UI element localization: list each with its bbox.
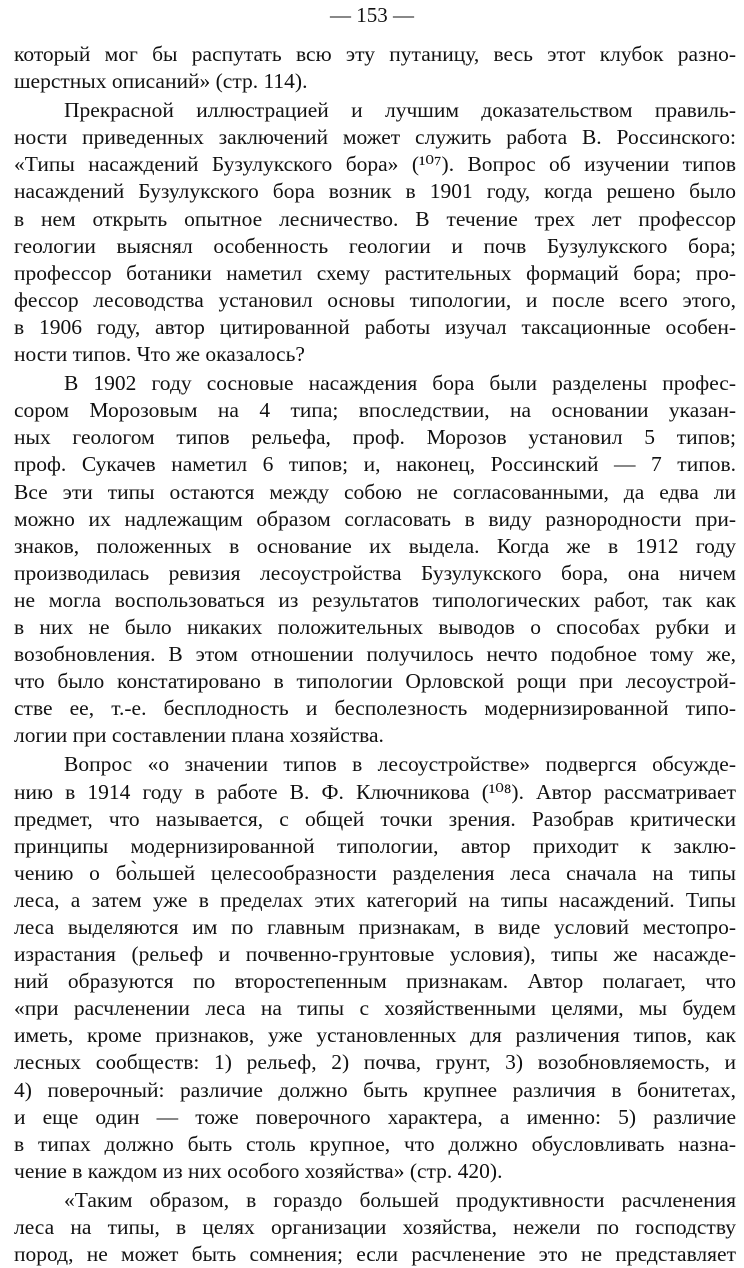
text-line: в 1906 году, автор цитированной работы изучал таксационные особен- [14,314,736,339]
text-line: «при расчленении леса на типы с хозяйственными целями, мы будем [14,996,736,1021]
text-line: израстания (рельеф и почвенно-грунтовые условия), типы же насажде- [14,942,736,967]
text-line: пород, не может быть сомнения; если расчленение это не представляет [14,1242,736,1267]
text-line: Вопрос «о значении типов в лесоустройстве» подвергся обсужде- [64,752,736,777]
text-line: и еще один — тоже поверочного характера, а именно: 5) различие [14,1104,736,1129]
text-line: фессор лесоводства установил основы типологии, и после всего этого, [14,287,736,312]
text-line: нию в 1914 году в работе В. Ф. Ключникова (¹⁰⁸). Автор рассматривает [14,779,736,804]
text-line: леса на типы, в целях организации хозяйства, нежели по господству [14,1215,736,1240]
text-line: леса, а затем уже в пределах этих категорий на типы насаждений. Типы [14,887,736,912]
text-line: чение в каждом из них особого хозяйства» (стр. 420). [14,1158,503,1183]
text-line: в них не было никаких положительных выводов о способах рубки и [14,614,736,639]
text-line: в типах должно быть столь крупное, что должно обусловливать назна- [14,1131,736,1156]
text-line: производилась ревизия лесоустройства Бузулукского бора, она ничем [14,560,736,585]
text-line: проф. Сукачев наметил 6 типов; и, наконец, Россинский — 7 типов. [14,452,736,477]
text-line: не могла воспользоваться из результатов типологических работ, так как [14,587,736,612]
paragraph-1 [14,41,736,95]
paragraph-2 [14,97,736,368]
text-line: В 1902 году сосновые насаждения бора были разделены профес- [64,371,736,396]
text-line: 4) поверочный: различие должно быть крупнее различия в бонитетах, [14,1077,736,1102]
paragraph-4 [14,751,736,1185]
text-line: стве ее, т.-е. бесплодность и бесполезность модернизированной типо- [14,696,736,721]
text-line: можно их надлежащим образом согласовать в виду разнородности при- [14,506,736,531]
text-line: лесных сообществ: 1) рельеф, 2) почва, грунт, 3) возобновляемость, и [14,1050,736,1075]
text-line: знаков, положенных в основание их выдела. Когда же в 1912 году [14,533,736,558]
text-line: леса выделяются им по главным признакам, в виде условий местопро- [14,915,736,939]
text-line: предмет, что называется, с общей точки зрения. Разобрав критически [14,806,736,831]
page-number: — 153 — [330,3,414,27]
text-line: сором Морозовым на 4 типа; впоследствии, на основании указан- [14,398,736,423]
text-line: шерстных описаний» (стр. 114). [14,69,308,94]
text-line: возобновления. В этом отношении получилось нечто подобное тому же, [14,642,736,667]
text-line: ных геологом типов рельефа, проф. Морозов установил 5 типов; [14,425,736,450]
text-line: геологии выяснял особенность геологии и почв Бузулукского бора; [14,233,736,258]
text-line: логии при составлении плана хозяйства. [14,723,384,748]
text-line: в нем открыть опытное лесничество. В течение трех лет профессор [14,206,736,231]
text-line: «Типы насаждений Бузулукского бора» (¹⁰⁷). Вопрос об изучении типов [14,152,736,177]
text-line: который мог бы распутать всю эту путаницу, весь этот клубок разно- [14,42,736,66]
text-line: ний образуются по второстепенным признакам. Автор полагает, что [14,969,736,994]
text-line: Все эти типы остаются между собою не согласованными, да едва ли [14,479,736,504]
text-line: что было констатировано в типологии Орловской рощи при лесоустрой- [14,669,736,694]
text-line: чению о бо̀льшей целесообразности разделения леса сначала на типы [14,860,736,885]
text-line: насаждений Бузулукского бора возник в 1901 году, когда решено было [14,179,736,204]
text-line: принципы модернизированной типологии, автор приходит к заклю- [14,833,736,858]
text-line: Прекрасной иллюстрацией и лучшим доказательством правиль- [64,98,736,123]
text-line: профессор ботаники наметил схему растительных формаций бора; про- [14,260,736,285]
text-line: «Таким образом, в гораздо большей продуктивности расчленения [64,1187,736,1212]
text-line: ности приведенных заключений может служить работа В. Россинского: [14,125,736,150]
text-line: ности типов. Что же оказалось? [14,342,305,367]
page-text [14,41,736,1268]
text-line: иметь, кроме признаков, уже установленных для различения типов, как [14,1023,736,1048]
paragraph-3 [14,370,736,749]
paragraph-5 [14,1187,736,1268]
